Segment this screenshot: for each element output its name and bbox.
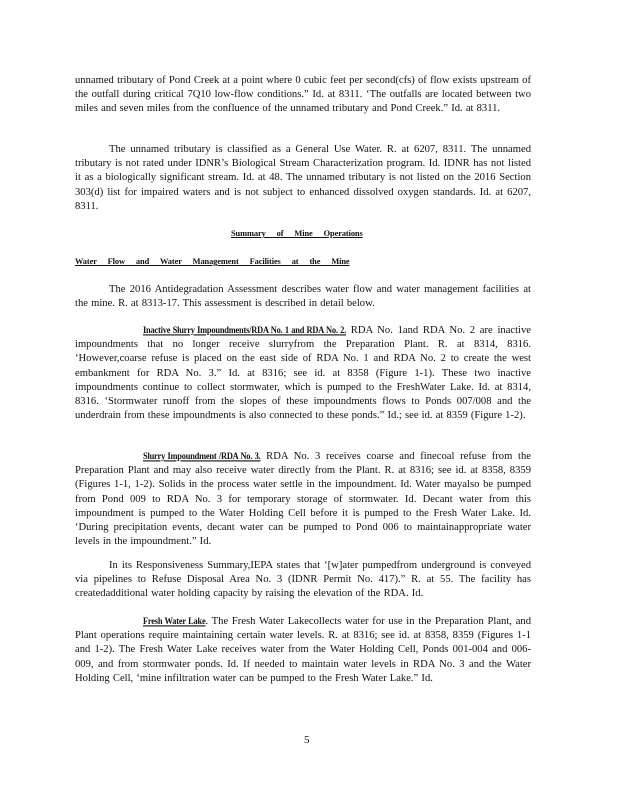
- paragraph-7: Fresh Water Lake. The Fresh Water Lakecollects water for use in the Preparation Plant, and Plant operations require maintaining certain water levels. R. at 8316; see id. at 8358, 8359 (Figures 1-1 and 1-2). The Fresh Water Lake receives water from the Water Holding Cell, Ponds 001-004 and 006-009, and from stormwater ponds. Id. If needed to maintain water levels in RDA No. 3 and the Water Holding Cell, ‘mine infiltration water can be pumped to the Fresh Water Lake.” Id.: [75, 616, 531, 684]
- paragraph-1: unnamed tributary of Pond Creek at a point where 0 cubic feet per second(cfs) of flow exists upstream of the outfall during critical 7Q10 low-flow conditions.” Id. at 8311. ‘The outfalls are located between two miles and seven miles from the confluence of the unnamed tributary and Pond Creek.” Id. at 8311.: [75, 75, 531, 115]
- subheading-slurry-impoundment: Slurry Impoundment /RDA No. 3.: [143, 451, 261, 462]
- paragraph-6: In its Responsiveness Summary,IEPA states that ‘[w]ater pumpedfrom underground is conveyed via pipelines to Refuse Disposal Area No. 3 (IDNR Permit No. 417).” R. at 55. The facility has createdadditional water holding capacity by raising the elevation of the RDA. Id.: [75, 560, 531, 600]
- subheading-fresh-water-lake: Fresh Water Lake: [143, 616, 206, 627]
- paragraph-3: The 2016 Antidegradation Assessment describes water flow and water management facilities at the mine. R. at 8313-17. This assessment is described in detail below.: [75, 284, 531, 310]
- section-heading-water-flow: Water Flow and Water Management Facilities at the Mine: [75, 257, 350, 266]
- section-heading-summary: Summary of Mine Operations: [231, 229, 363, 238]
- paragraph-5: Slurry Impoundment /RDA No. 3. RDA No. 3 receives coarse and finecoal refuse from the Preparation Plant and may also receive water directly from the Plant. R. at 8316; see id. at 8358, 8359 (Figures 1-1, 1-2). Solids in the process water settle in the impoundment. Id. Water mayalso be pumped from Pond 009 to RDA No. 3 for temporary storage of stormwater. Id. Decant water from this impoundment is pumped to the Water Holding Cell before it is pumped to the Fresh Water Lake. Id. ‘During precipitation events, decant water can be pumped to Pond 006 to maintainappropriate water levels in the impoundment.” Id.: [75, 451, 531, 548]
- paragraph-4: Inactive Slurry Impoundments/RDA No. 1 and RDA No. 2. RDA No. 1and RDA No. 2 are inactive impoundments that no longer receive slurryfrom the Preparation Plant. R. at 8314, 8316. ‘However,coarse refuse is placed on the east side of RDA No. 1 and RDA No. 2 to create the west embankment for RDA No. 3.” Id. at 8316; see id. at 8358 (Figure 1-1). These two inactive impoundments continue to collect stormwater, which is pumped to the FreshWater Lake. Id. at 8314, 8316. ‘Stormwater runoff from the slopes of these impoundments flows to Ponds 007/008 and the underdrain from these impoundments is also connected to these ponds.” Id.; see id. at 8359 (Figure 1-2).: [75, 325, 531, 422]
- subheading-inactive-impoundments: Inactive Slurry Impoundments/RDA No. 1 and RDA No. 2.: [143, 325, 347, 336]
- page-number: 5: [304, 734, 310, 746]
- paragraph-2: The unnamed tributary is classified as a General Use Water. R. at 6207, 8311. The unnamed tributary is not rated under IDNR’s Biological Stream Characterization program. Id. IDNR has not listed it as a biologically significant stream. Id. at 48. The unnamed tributary is not listed on the 2016 Section 303(d) list for impaired waters and is not subject to enhanced dissolved oxygen standards. Id. at 6207, 8311.: [75, 144, 531, 212]
